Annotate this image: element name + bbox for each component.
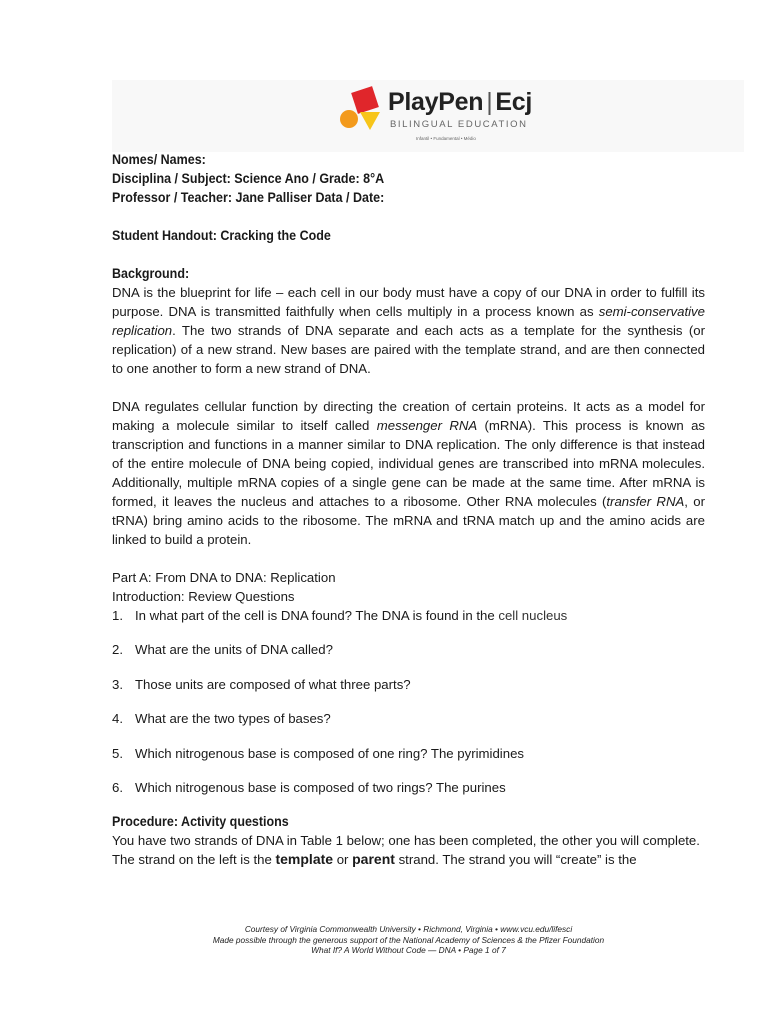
logo-subtitle: BILINGUAL EDUCATION [390,119,528,130]
part-a-intro: Introduction: Review Questions [112,589,295,604]
procedure-paragraph-1: You have two strands of DNA in Table 1 below; one has been completed, the other you will complete. [112,833,700,849]
procedure-paragraph-2: The strand on the left is the template or parent strand. The strand you will “create” is the [112,851,637,868]
question-item: 1. In what part of the cell is DNA found? The DNA is found in the cell nucleus [112,608,568,623]
footer-line-1: Courtesy of Virginia Commonwealth University • Richmond, Virginia • www.vcu.edu/lifesci [244,924,573,934]
footer-line-2: Made possible through the generous support of the National Academy of Sciences & the Pfizer Foundation [212,934,605,945]
logo-brand2: Ecj [495,88,533,116]
logo-separator: | [486,88,493,116]
question-item: 3. Those units are composed of what three parts? [112,676,411,692]
handout-body [112,150,705,869]
background-heading: Background: [112,266,190,281]
teacher-field: Professor / Teacher: Jane Palliser Data / Date: [112,190,385,205]
header-fields [112,150,705,207]
footer-line-3: What If? A World Without Code — DNA • Page 1 of 7 [311,945,506,956]
logo-tagline: Infantil • Fundamental • Médio [416,136,476,141]
question-item: 4. What are the two types of bases? [112,711,331,727]
playpen-logo [336,86,536,148]
answer-text: cell nucleus [498,608,568,623]
background-paragraph-1: DNA is the blueprint for life – each cell in our body must have a copy of our DNA in order to fulfill its purpose. DNA is transmitted faithfully when cells multiply in a process known as semi-conservative replication. The two strands of DNA separate and each acts as a template for the synthesis (or replication) of a new strand. New bases are paired with the template strand, and are then connected to one another to form a new strand of DNA. [112,285,705,376]
part-a-title: Part A: From DNA to DNA: Replication [112,570,336,585]
procedure-heading: Procedure: Activity questions [112,814,289,830]
question-item: 5. Which nitrogenous base is composed of one ring? The pyrimidines [112,745,524,761]
logo-mark-icon [336,86,388,136]
background-paragraph-2: DNA regulates cellular function by directing the creation of certain proteins. It acts as a model for making a molecule similar to itself called messenger RNA (mRNA). This process is known as transcription and functions in a manner similar to DNA replication. The only difference is that instead of the entire molecule of DNA being copied, individual genes are transcribed into mRNA molecules. Additionally, multiple mRNA copies of a single gene can be made at the same time. After mRNA is formed, it leaves the nucleus and attaches to a ribosome. Other RNA molecules (transfer RNA, or tRNA) bring amino acids to the ribosome. The mRNA and tRNA match up and the amino acids are linked to build a protein. [112,399,705,547]
names-field: Nomes/ Names: [112,152,206,167]
question-item: 2. What are the units of DNA called? [112,642,333,658]
logo-brand: PlayPen [388,88,484,116]
handout-title: Student Handout: Cracking the Code [112,228,331,243]
page-footer [112,924,705,956]
review-questions [112,606,705,812]
question-item: 6. Which nitrogenous base is composed of two rings? The purines [112,779,506,795]
logo-wordmark [388,88,532,117]
subject-field: Disciplina / Subject: Science Ano / Grade: 8°A [112,171,385,186]
